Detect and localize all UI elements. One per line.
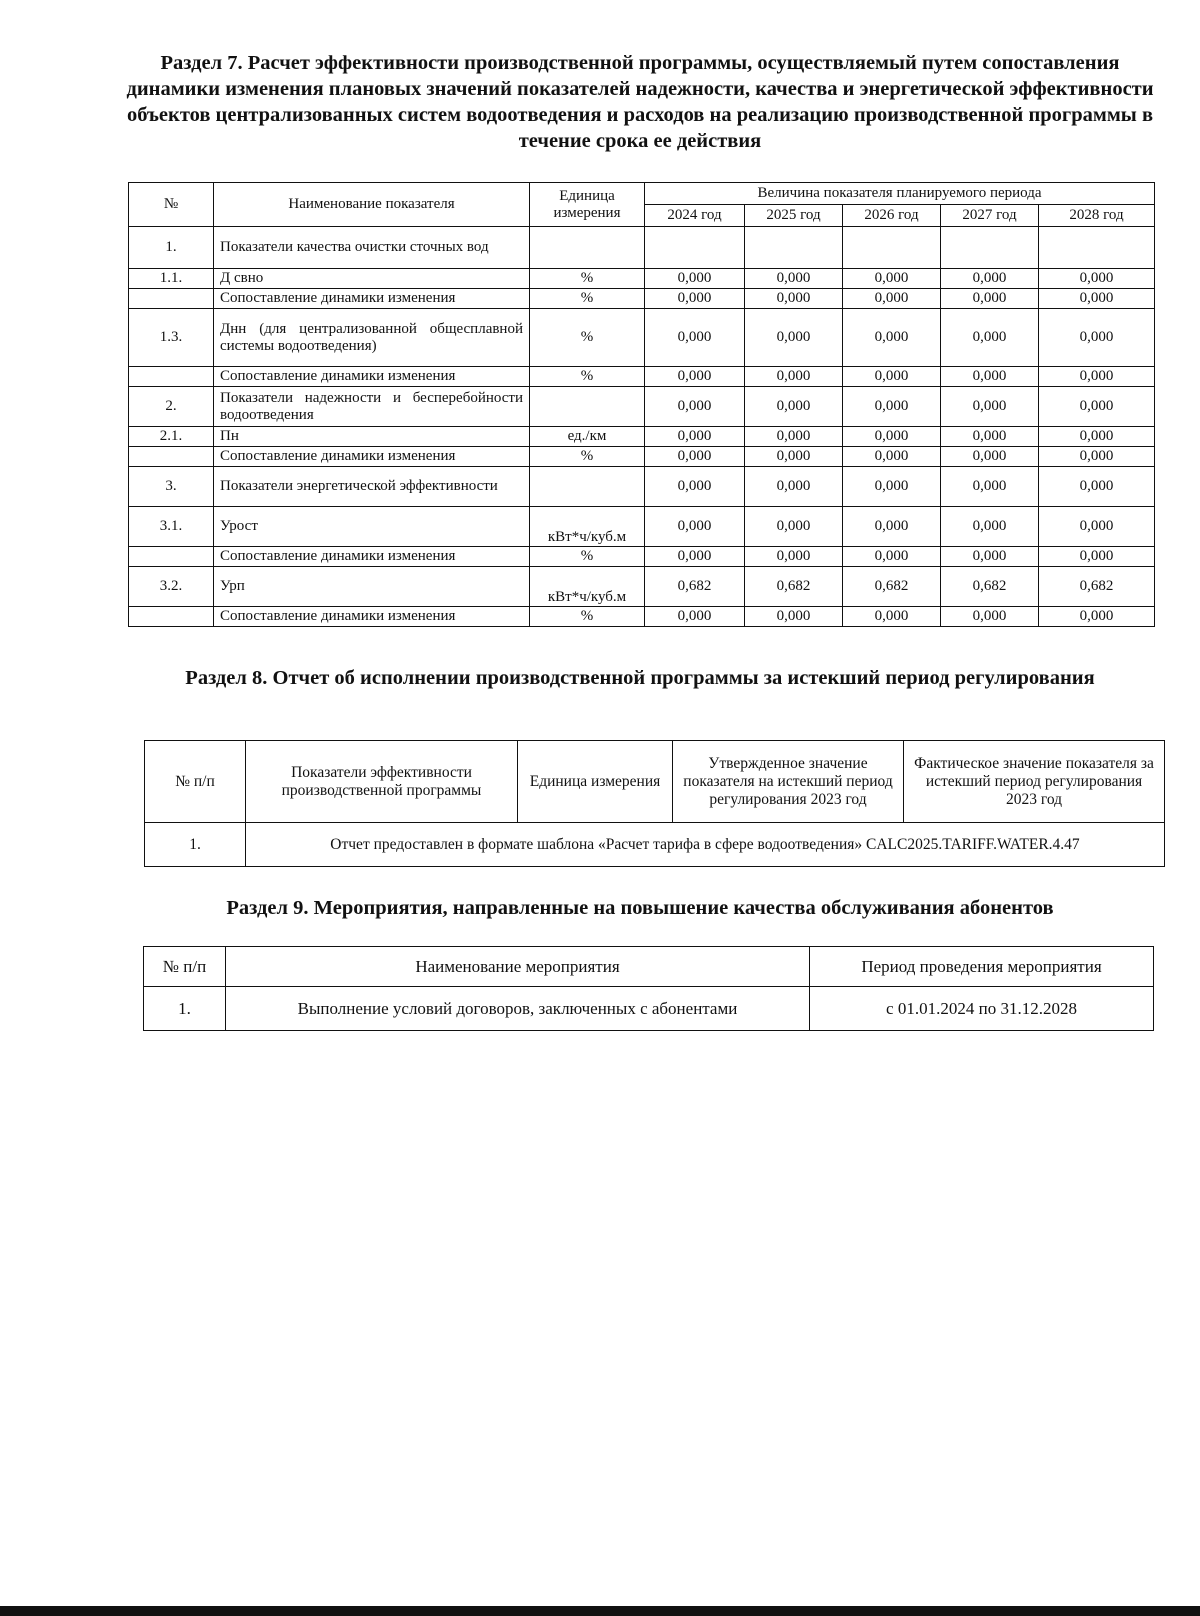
table-row (129, 227, 1155, 269)
table-header-row (144, 947, 1154, 987)
row-value: 0,000 (941, 289, 1039, 309)
row-value: 0,000 (941, 387, 1039, 427)
table-row (129, 309, 1155, 367)
header-approved: Утвержденное значение показателя на истекший период регулирования 2023 год (673, 741, 904, 823)
header-event-period: Период проведения мероприятия (810, 947, 1154, 987)
row-value: 0,000 (941, 447, 1039, 467)
row-value: 0,000 (941, 367, 1039, 387)
row-value: 0,000 (843, 547, 941, 567)
row-value: 0,000 (645, 289, 745, 309)
row-value: 0,000 (745, 447, 843, 467)
row-value: 0,000 (843, 427, 941, 447)
row-value: 0,000 (941, 607, 1039, 627)
row-value: 0,682 (645, 567, 745, 607)
row-value: 0,000 (1039, 507, 1155, 547)
row-num: 1. (145, 823, 246, 867)
header-name: Наименование показателя (214, 183, 530, 227)
table-row (129, 467, 1155, 507)
table-row (129, 567, 1155, 607)
table-row (129, 387, 1155, 427)
row-unit: % (530, 447, 645, 467)
row-unit: % (530, 289, 645, 309)
row-value: 0,000 (941, 467, 1039, 507)
row-name: Показатели надежности и бесперебойности водоотведения (214, 387, 530, 427)
row-name: Сопоставление динамики изменения (214, 447, 530, 467)
row-value: 0,000 (645, 367, 745, 387)
row-num: 3. (129, 467, 214, 507)
header-unit: Единица измерения (518, 741, 673, 823)
row-name: Урост (214, 507, 530, 547)
row-num: 1. (144, 987, 226, 1031)
row-value: 0,000 (745, 467, 843, 507)
row-value: 0,000 (1039, 387, 1155, 427)
row-unit: % (530, 309, 645, 367)
section9-title: Раздел 9. Мероприятия, направленные на повышение качества обслуживания абонентов (226, 897, 1054, 919)
scan-edge-bar (0, 1606, 1200, 1616)
row-value: 0,000 (745, 607, 843, 627)
row-name: Сопоставление динамики изменения (214, 289, 530, 309)
row-value: 0,000 (843, 367, 941, 387)
row-num: 2.1. (129, 427, 214, 447)
header-indicators: Показатели эффективности производственной программы (246, 741, 518, 823)
table-row (129, 269, 1155, 289)
row-value: 0,000 (645, 607, 745, 627)
row-value (941, 227, 1039, 269)
row-value: 0,000 (745, 309, 843, 367)
header-actual: Фактическое значение показателя за истекший период регулирования 2023 год (904, 741, 1165, 823)
row-unit: % (530, 269, 645, 289)
row-num: 1.3. (129, 309, 214, 367)
row-value: 0,000 (1039, 309, 1155, 367)
report-note: Отчет предоставлен в формате шаблона «Расчет тарифа в сфере водоотведения» CALC2025.TARIFF.WATER.4.47 (246, 823, 1165, 867)
row-value: 0,000 (1039, 269, 1155, 289)
row-value: 0,000 (745, 367, 843, 387)
table-row (129, 427, 1155, 447)
event-period: с 01.01.2024 по 31.12.2028 (810, 987, 1154, 1031)
row-value: 0,000 (941, 427, 1039, 447)
row-value: 0,000 (843, 447, 941, 467)
header-period: Величина показателя планируемого периода (645, 183, 1155, 205)
row-value (1039, 227, 1155, 269)
row-value: 0,000 (843, 607, 941, 627)
row-unit: % (530, 367, 645, 387)
row-name: Пн (214, 427, 530, 447)
row-unit (530, 227, 645, 269)
row-num (129, 447, 214, 467)
table-row (129, 367, 1155, 387)
row-value: 0,000 (843, 467, 941, 507)
row-unit: ед./км (530, 427, 645, 447)
row-value: 0,000 (1039, 607, 1155, 627)
row-num: 1.1. (129, 269, 214, 289)
header-num: № (129, 183, 214, 227)
event-name: Выполнение условий договоров, заключенных с абонентами (226, 987, 810, 1031)
row-value: 0,000 (645, 447, 745, 467)
section7-table (128, 182, 1155, 627)
row-value: 0,000 (1039, 289, 1155, 309)
header-unit: Единица измерения (530, 183, 645, 227)
row-value: 0,000 (1039, 447, 1155, 467)
row-name: Д свно (214, 269, 530, 289)
row-name: Урп (214, 567, 530, 607)
row-num (129, 367, 214, 387)
section7-title: Раздел 7. Расчет эффективности производственной программы, осуществляемый путем сопоставления динамики изменения плановых значений показателей надежности, качества и энергетической эффективности объектов централизованных систем водоотведения и расходов на реализацию производственной программы в течение срока ее действия (126, 52, 1154, 152)
row-num: 3.2. (129, 567, 214, 607)
row-value: 0,000 (745, 547, 843, 567)
section8-table (144, 740, 1165, 867)
header-year: 2024 год (645, 205, 745, 227)
row-value: 0,000 (645, 387, 745, 427)
table-header-row (145, 741, 1165, 823)
section8-title: Раздел 8. Отчет об исполнении производственной программы за истекший период регулирования (185, 667, 1095, 689)
row-unit (530, 467, 645, 507)
row-value: 0,000 (1039, 467, 1155, 507)
row-value: 0,000 (843, 269, 941, 289)
row-num (129, 289, 214, 309)
row-value: 0,000 (1039, 427, 1155, 447)
table-row (129, 507, 1155, 547)
row-value (645, 227, 745, 269)
row-value: 0,000 (645, 507, 745, 547)
row-unit (530, 387, 645, 427)
row-value: 0,000 (745, 507, 843, 547)
row-value: 0,682 (1039, 567, 1155, 607)
table-row (129, 547, 1155, 567)
row-unit: кВт*ч/куб.м (530, 567, 645, 607)
row-value: 0,682 (745, 567, 843, 607)
row-value: 0,000 (941, 507, 1039, 547)
header-num: № п/п (144, 947, 226, 987)
row-unit: кВт*ч/куб.м (530, 507, 645, 547)
row-value: 0,000 (1039, 547, 1155, 567)
header-year: 2026 год (843, 205, 941, 227)
row-value: 0,000 (843, 387, 941, 427)
header-year: 2027 год (941, 205, 1039, 227)
row-value: 0,000 (645, 427, 745, 447)
row-value: 0,000 (745, 289, 843, 309)
row-value: 0,682 (843, 567, 941, 607)
row-name: Сопоставление динамики изменения (214, 547, 530, 567)
row-value: 0,000 (941, 309, 1039, 367)
row-name: Показатели энергетической эффективности (214, 467, 530, 507)
row-value: 0,000 (745, 427, 843, 447)
table-row (129, 607, 1155, 627)
header-event-name: Наименование мероприятия (226, 947, 810, 987)
row-value (843, 227, 941, 269)
table-row (129, 447, 1155, 467)
row-value: 0,000 (843, 309, 941, 367)
row-unit: % (530, 607, 645, 627)
table-row (145, 823, 1165, 867)
row-value: 0,000 (843, 507, 941, 547)
row-value: 0,000 (645, 309, 745, 367)
row-num: 1. (129, 227, 214, 269)
row-value: 0,682 (941, 567, 1039, 607)
row-value: 0,000 (941, 269, 1039, 289)
row-value: 0,000 (745, 387, 843, 427)
section9-table (143, 946, 1154, 1031)
row-value: 0,000 (941, 547, 1039, 567)
header-year: 2028 год (1039, 205, 1155, 227)
table-row (129, 289, 1155, 309)
row-num (129, 547, 214, 567)
row-name: Днн (для централизованной общесплавной системы водоотведения) (214, 309, 530, 367)
row-name: Сопоставление динамики изменения (214, 607, 530, 627)
header-year: 2025 год (745, 205, 843, 227)
row-name: Сопоставление динамики изменения (214, 367, 530, 387)
row-value: 0,000 (645, 467, 745, 507)
row-num: 3.1. (129, 507, 214, 547)
row-value: 0,000 (843, 289, 941, 309)
row-value (745, 227, 843, 269)
row-value: 0,000 (1039, 367, 1155, 387)
row-value: 0,000 (645, 547, 745, 567)
row-name: Показатели качества очистки сточных вод (214, 227, 530, 269)
header-num: № п/п (145, 741, 246, 823)
row-unit: % (530, 547, 645, 567)
row-num (129, 607, 214, 627)
row-value: 0,000 (745, 269, 843, 289)
row-value: 0,000 (645, 269, 745, 289)
row-num: 2. (129, 387, 214, 427)
table-row (144, 987, 1154, 1031)
